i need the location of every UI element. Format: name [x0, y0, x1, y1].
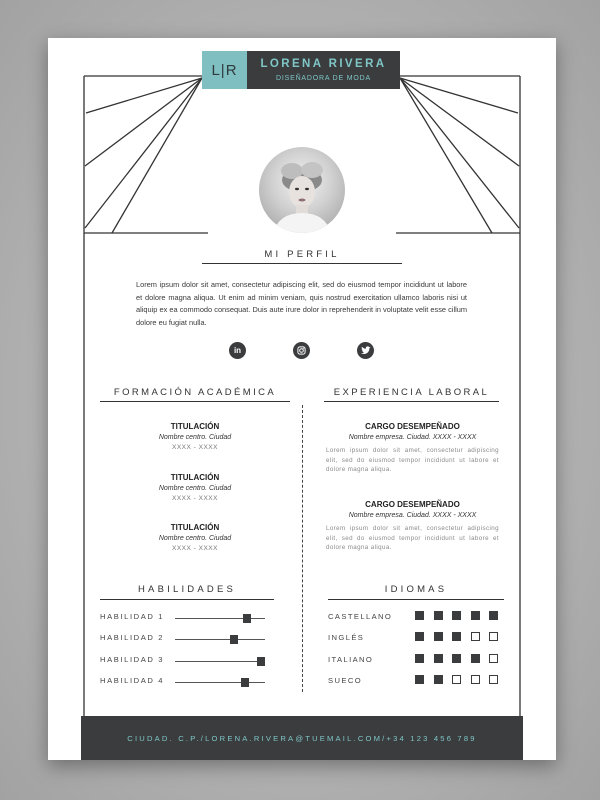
- education-degree: TITULACIÓN: [170, 473, 220, 482]
- contact-footer: [81, 716, 523, 760]
- skill-slider: [175, 682, 265, 683]
- experience-position: CARGO DESEMPEÑADO: [365, 500, 460, 509]
- instagram-icon: [297, 346, 306, 355]
- column-divider: [302, 405, 303, 692]
- instagram-button[interactable]: [293, 342, 310, 359]
- education-years: XXXX - XXXX: [172, 495, 218, 502]
- language-level-empty: [471, 675, 480, 684]
- education-degree: TITULACIÓN: [170, 523, 220, 532]
- experience-description: Lorem ipsum dolor sit amet, consectetur adipiscing elit, sed do eiusmod tempor incididunt ut labore et dolore magna aliqua.: [326, 447, 499, 474]
- language-level-filled: [415, 632, 424, 641]
- language-label: SUECO: [328, 676, 363, 685]
- linkedin-button[interactable]: [229, 342, 246, 359]
- language-level-filled: [434, 632, 443, 641]
- twitter-button[interactable]: [357, 342, 374, 359]
- cv-sheet: [48, 38, 556, 760]
- experience-company: Nombre empresa. Ciudad. XXXX - XXXX: [348, 512, 477, 519]
- language-level-filled: [471, 654, 480, 663]
- languages-title: IDIOMAS: [384, 584, 448, 595]
- education-years: XXXX - XXXX: [172, 545, 218, 552]
- language-level-filled: [434, 654, 443, 663]
- language-level-filled: [415, 675, 424, 684]
- experience-rule: [324, 401, 499, 402]
- skill-level-marker: [230, 635, 238, 644]
- skill-level-marker: [243, 614, 251, 623]
- experience-description: Lorem ipsum dolor sit amet, consectetur adipiscing elit, sed do eiusmod tempor incididunt ut labore et dolore magna aliqua.: [326, 525, 499, 552]
- education-item: [110, 523, 280, 552]
- education-title: FORMACIÓN ACADÉMICA: [113, 387, 277, 398]
- contact-info: CIUDAD. C.P./LORENA.RIVERA@TUEMAIL.COM/+34 123 456 789: [127, 733, 477, 743]
- language-level-filled: [452, 654, 461, 663]
- twitter-icon: [361, 346, 371, 355]
- skills-rule: [100, 599, 274, 600]
- skills-title: HABILIDADES: [137, 584, 237, 595]
- linkedin-icon: in: [233, 346, 242, 355]
- skill-level-marker: [257, 657, 265, 666]
- language-label: INGLÉS: [328, 633, 365, 642]
- skill-label: HABILIDAD 4: [100, 676, 165, 685]
- language-level-filled: [489, 611, 498, 620]
- experience-item: [326, 422, 499, 475]
- languages-rule: [328, 599, 504, 600]
- language-label: CASTELLANO: [328, 612, 393, 621]
- language-level-filled: [452, 611, 461, 620]
- monogram: L|R: [202, 51, 247, 89]
- education-years: XXXX - XXXX: [172, 444, 218, 451]
- name-box: [247, 51, 400, 89]
- education-item: [110, 422, 280, 451]
- skill-level-marker: [241, 678, 249, 687]
- skill-label: HABILIDAD 3: [100, 655, 165, 664]
- education-center: Nombre centro. Ciudad: [158, 485, 232, 492]
- portrait-illustration: [259, 147, 345, 233]
- skill-slider: [175, 661, 265, 662]
- language-label: ITALIANO: [328, 655, 374, 664]
- candidate-name: LORENA RIVERA: [260, 58, 387, 70]
- skill-label: HABILIDAD 2: [100, 633, 165, 642]
- experience-position: CARGO DESEMPEÑADO: [365, 422, 460, 431]
- experience-item: [326, 500, 499, 553]
- education-rule: [100, 401, 290, 402]
- language-level-empty: [489, 654, 498, 663]
- language-level-filled: [434, 675, 443, 684]
- education-center: Nombre centro. Ciudad: [158, 434, 232, 441]
- language-level-filled: [415, 611, 424, 620]
- profile-title: MI PERFIL: [264, 249, 340, 260]
- language-level-filled: [415, 654, 424, 663]
- profile-photo: [259, 147, 345, 233]
- language-level-empty: [452, 675, 461, 684]
- skill-slider: [175, 639, 265, 640]
- experience-title: EXPERIENCIA LABORAL: [333, 387, 490, 398]
- candidate-role: DISEÑADORA DE MODA: [276, 75, 371, 82]
- language-level-empty: [489, 675, 498, 684]
- profile-rule: [202, 263, 402, 264]
- profile-text: Lorem ipsum dolor sit amet, consectetur adipiscing elit, sed do eiusmod tempor incididunt ut labore et dolore magna aliqua. Ut enim ad minim veniam, quis nostrud exercitation ullamco laboris nisi ut aliquip ex ea commodo consequat. Duis aute irure dolor in reprehenderit in voluptate velit esse cillum dolore eu fugiat nulla.: [136, 280, 467, 327]
- language-level-filled: [471, 611, 480, 620]
- language-level-filled: [434, 611, 443, 620]
- skill-label: HABILIDAD 1: [100, 612, 165, 621]
- skill-slider: [175, 618, 265, 619]
- language-level-empty: [471, 632, 480, 641]
- language-level-empty: [489, 632, 498, 641]
- education-item: [110, 473, 280, 502]
- education-degree: TITULACIÓN: [170, 422, 220, 431]
- education-center: Nombre centro. Ciudad: [158, 535, 232, 542]
- language-level-filled: [452, 632, 461, 641]
- experience-company: Nombre empresa. Ciudad. XXXX - XXXX: [348, 434, 477, 441]
